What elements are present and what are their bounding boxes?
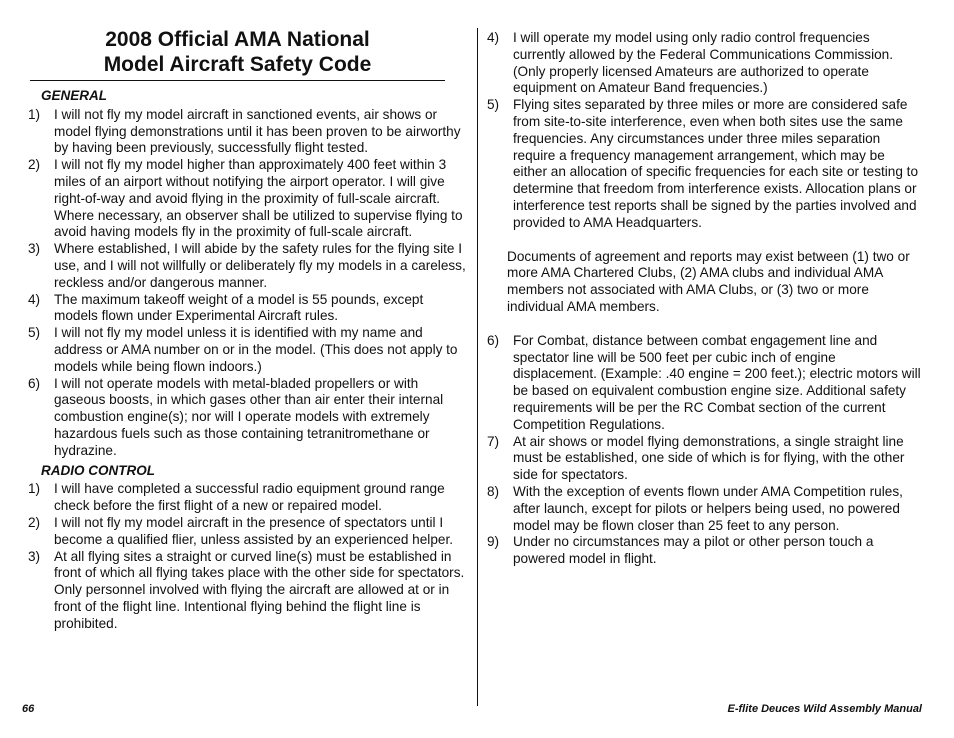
- manual-title: E-flite Deuces Wild Assembly Manual: [727, 703, 922, 715]
- list-item: [28, 376, 470, 460]
- item-number: 4): [28, 291, 41, 307]
- item-number: 1): [28, 481, 41, 497]
- radio-control-rules-list-continued: [487, 30, 921, 232]
- list-item: [28, 481, 470, 515]
- column-divider: [477, 28, 478, 706]
- item-number: 6): [487, 332, 500, 348]
- item-number: 2): [28, 157, 41, 173]
- item-number: 7): [487, 433, 500, 449]
- list-item: [487, 97, 921, 231]
- item-number: 9): [487, 534, 500, 550]
- item-text: I will not fly my model aircraft in sanctioned events, air shows or model flying demonstrations until it has been proven to be airworthy by having been previously, successfully flight tested.: [54, 106, 461, 156]
- item-number: 1): [28, 106, 41, 122]
- item-number: 5): [28, 325, 41, 341]
- item-number: 8): [487, 483, 500, 499]
- item-text: Under no circumstances may a pilot or other person touch a powered model in flight.: [513, 534, 874, 567]
- page-number: 66: [22, 703, 35, 715]
- list-item: [487, 333, 921, 434]
- right-column: [487, 30, 921, 568]
- item-text: With the exception of events flown under AMA Competition rules, after launch, except for pilots or helpers being used, no powered model may be flown closer than 25 feet to any person.: [513, 483, 903, 533]
- page-title: [30, 27, 445, 81]
- section-heading-general: GENERAL: [41, 88, 108, 103]
- agreement-note: Documents of agreement and reports may exist between (1) two or more AMA Chartered Clubs, (2) AMA clubs and individual AMA members not associated with AMA Clubs, or (3) two or more individual AMA members.: [507, 248, 910, 314]
- item-number: 6): [28, 375, 41, 391]
- title-line-2: Model Aircraft Safety Code: [103, 53, 372, 76]
- item-number: 5): [487, 97, 500, 113]
- list-item: [28, 549, 470, 633]
- general-rules-list: [28, 107, 470, 460]
- item-text: I will not fly my model unless it is identified with my name and address or AMA number on or in the model. (This does not apply to models while being flown indoors.): [54, 325, 458, 374]
- item-text: Where established, I will abide by the safety rules for the flying site I use, and I will not willfully or deliberately fly my models in a careless, reckless and/or dangerous manner.: [54, 241, 466, 290]
- item-text: At air shows or model flying demonstrations, a single straight line must be established, one side of which is for flying, with the other side for spectators.: [513, 433, 905, 483]
- list-item: [28, 157, 470, 241]
- list-item: [487, 30, 921, 97]
- item-text: I will not fly my model aircraft in the presence of spectators until I become a qualified flier, unless assisted by an experienced helper.: [54, 514, 453, 547]
- item-text: At all flying sites a straight or curved line(s) must be established in front of which all flying takes place with the other side for spectators. Only personnel involved with flying the aircraft are allowed at or in front of the flight line. Intentional flying behind the flight line is prohibited.: [54, 548, 465, 631]
- radio-control-rules-list: [28, 481, 470, 632]
- item-text: For Combat, distance between combat engagement line and spectator line will be 500 feet per cubic inch of engine displacement. (Example: .40 engine = 200 feet.); electric motors will be based on equivalent combustion engine size. Additional safety requirements will be per the RC Combat section of the current Competition Regulations.: [513, 332, 921, 432]
- item-text: The maximum takeoff weight of a model is 55 pounds, except models flown under Experimental Aircraft rules.: [54, 291, 424, 324]
- item-number: 2): [28, 514, 41, 530]
- list-item: [487, 534, 921, 568]
- item-text: I will not fly my model higher than approximately 400 feet within 3 miles of an airport without notifying the airport operator. I will give right-of-way and avoid flying in the proximity of full-scale aircraft. Where necessary, an observer shall be utilized to supervise flying to avoid having models fly in the proximity of full-scale aircraft.: [54, 157, 463, 240]
- item-number: 3): [28, 241, 41, 257]
- item-text: I will have completed a successful radio equipment ground range check before the first flight of a new or repaired model.: [54, 481, 445, 514]
- list-item: [487, 484, 921, 534]
- item-text: I will operate my model using only radio control frequencies currently allowed by the Federal Communications Commission. (Only properly licensed Amateurs are authorized to operate equipment on Amateur Band frequencies.): [513, 30, 894, 96]
- item-text: I will not operate models with metal-bladed propellers or with gaseous boosts, in which gases other than air enter their internal combustion engine(s); nor will I operate models with extremely hazardous fuels such as those containing tetranitromethane or hydrazine.: [54, 375, 444, 458]
- item-number: 3): [28, 548, 41, 564]
- item-number: 4): [487, 30, 500, 45]
- section-heading-radio-control: RADIO CONTROL: [41, 462, 155, 478]
- title-line-1: 2008 Official AMA National: [105, 28, 370, 51]
- list-item: [28, 292, 470, 326]
- list-item: [28, 325, 470, 375]
- list-item: [28, 107, 470, 157]
- list-item: [28, 515, 470, 549]
- list-item: [28, 241, 470, 291]
- item-text: Flying sites separated by three miles or more are considered safe from site-to-site interference, even when both sites use the same frequencies. Any circumstances under three miles separation require a frequency management arrangement, which may be either an allocation of specific frequencies for each site or testing to determine that freedom from interference exists. Allocation plans or interference test reports shall be signed by the parties involved and provided to AMA Headquarters.: [513, 97, 919, 230]
- left-column: [28, 88, 470, 633]
- radio-control-rules-list-final: [487, 333, 921, 568]
- list-item: [487, 434, 921, 484]
